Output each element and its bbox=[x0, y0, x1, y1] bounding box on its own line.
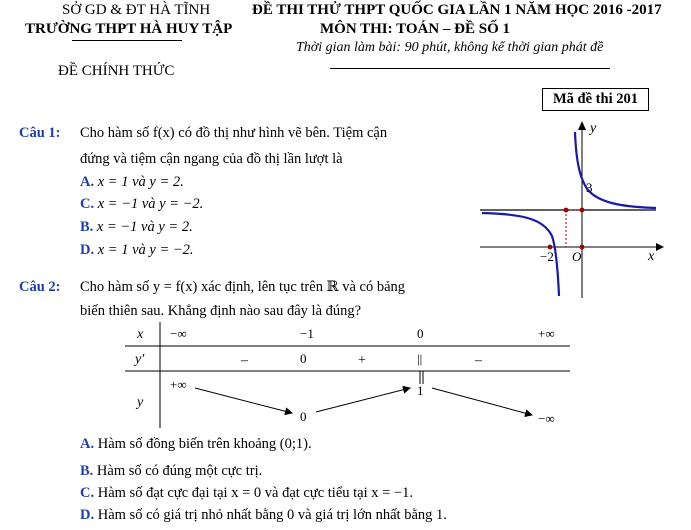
q1-option-a-text: x = 1 và y = 2. bbox=[97, 174, 184, 190]
arrow-up bbox=[316, 388, 410, 412]
variation-table bbox=[120, 322, 575, 432]
q1-option-b-letter: B. bbox=[80, 219, 94, 235]
y-value-1: 1 bbox=[417, 383, 424, 398]
time-divider bbox=[330, 68, 610, 69]
table-yprime-label: y′ bbox=[135, 352, 145, 367]
q2-option-d[interactable] bbox=[80, 507, 447, 524]
q1-option-c[interactable] bbox=[80, 196, 203, 213]
table-x-label: x bbox=[137, 327, 144, 342]
school-name: TRƯỜNG THPT HÀ HUY TẬP bbox=[25, 21, 233, 37]
x-axis-arrow-icon bbox=[656, 243, 664, 251]
q1-option-b-text: x = −1 và y = 2. bbox=[96, 219, 193, 235]
arrow-down-1 bbox=[195, 388, 292, 413]
q2-text-line2: biến thiên sau. Khẳng định nào sau đây là đúng? bbox=[80, 303, 362, 319]
q1-text-line1: Cho hàm số f(x) có đồ thị như hình vẽ bên. Tiệm cận bbox=[80, 125, 388, 141]
graph-right-branch bbox=[575, 132, 656, 208]
q2-option-b-text: Hàm số có đúng một cực trị. bbox=[96, 463, 263, 479]
department-name: SỞ GD & ĐT HÀ TĨNH bbox=[62, 2, 211, 18]
exam-title: ĐỀ THI THỬ THPT QUỐC GIA LẦN 1 NĂM HỌC 2016 -2017 bbox=[252, 2, 662, 18]
exam-time: Thời gian làm bài: 90 phút, không kể thời gian phát đề bbox=[296, 40, 604, 55]
tick-y-3: 3 bbox=[586, 180, 593, 195]
q1-option-c-text: x = −1 và y = −2. bbox=[97, 196, 204, 212]
official-label: ĐỀ CHÍNH THỨC bbox=[58, 63, 175, 79]
sign-plus: + bbox=[358, 353, 366, 368]
q2-option-c[interactable] bbox=[80, 485, 413, 502]
q1-option-a-letter: A. bbox=[80, 174, 95, 190]
x-value-pos-inf: +∞ bbox=[538, 326, 555, 341]
y-axis-arrow-icon bbox=[578, 121, 586, 130]
q1-option-a[interactable] bbox=[80, 174, 184, 191]
q1-text-line2: đứng và tiệm cận ngang của đồ thị lần lượt là bbox=[80, 151, 343, 167]
x-value-neg-inf: −∞ bbox=[170, 326, 187, 341]
x-axis-label: x bbox=[648, 249, 655, 264]
y-axis-label: y bbox=[590, 121, 597, 136]
q1-label: Câu 1: bbox=[19, 125, 61, 141]
q1-option-c-letter: C. bbox=[80, 196, 95, 212]
q2-option-d-text: Hàm số có giá trị nhỏ nhất bằng 0 và giá trị lớn nhất bằng 1. bbox=[97, 507, 447, 523]
q2-option-a[interactable] bbox=[80, 436, 312, 453]
exam-code-box: Mã đề thi 201 bbox=[542, 88, 649, 111]
subject-title: MÔN THI: TOÁN – ĐỀ SỐ 1 bbox=[320, 21, 511, 37]
origin-label: O bbox=[572, 249, 582, 264]
sign-zero: 0 bbox=[300, 351, 307, 366]
q2-option-c-text: Hàm số đạt cực đại tại x = 0 và đạt cực tiểu tại x = −1. bbox=[97, 485, 413, 501]
q2-option-b[interactable] bbox=[80, 463, 262, 480]
arrow-down-2 bbox=[432, 388, 532, 415]
y-value-neg-inf: −∞ bbox=[538, 411, 555, 426]
point-y3 bbox=[580, 208, 585, 213]
q1-function-graph bbox=[476, 118, 666, 303]
sign-undefined: || bbox=[417, 351, 423, 366]
y-value-0: 0 bbox=[300, 409, 307, 424]
y-value-pos-inf: +∞ bbox=[170, 377, 187, 392]
x-value-0: 0 bbox=[417, 326, 424, 341]
x-value-neg-1: −1 bbox=[300, 326, 314, 341]
q1-option-d-letter: D. bbox=[80, 242, 95, 258]
q2-option-d-letter: D. bbox=[80, 507, 95, 523]
tick-x-minus-2: −2 bbox=[540, 249, 554, 264]
sign-1: – bbox=[241, 353, 248, 368]
q2-option-a-letter: A. bbox=[80, 436, 95, 452]
table-y-label: y bbox=[137, 395, 144, 410]
q2-text-line1: Cho hàm số y = f(x) xác định, lên tục trên ℝ và có bảng bbox=[80, 279, 406, 295]
point-on-asymptote bbox=[564, 208, 569, 213]
q1-option-b[interactable] bbox=[80, 219, 193, 236]
sign-4: – bbox=[475, 353, 482, 368]
header-divider bbox=[72, 40, 182, 41]
q2-option-b-letter: B. bbox=[80, 463, 94, 479]
q1-option-d[interactable] bbox=[80, 242, 194, 259]
q2-label: Câu 2: bbox=[19, 279, 61, 295]
q1-option-d-text: x = 1 và y = −2. bbox=[97, 242, 194, 258]
q2-option-a-text: Hàm số đồng biến trên khoảng (0;1). bbox=[97, 436, 312, 452]
q2-option-c-letter: C. bbox=[80, 485, 95, 501]
